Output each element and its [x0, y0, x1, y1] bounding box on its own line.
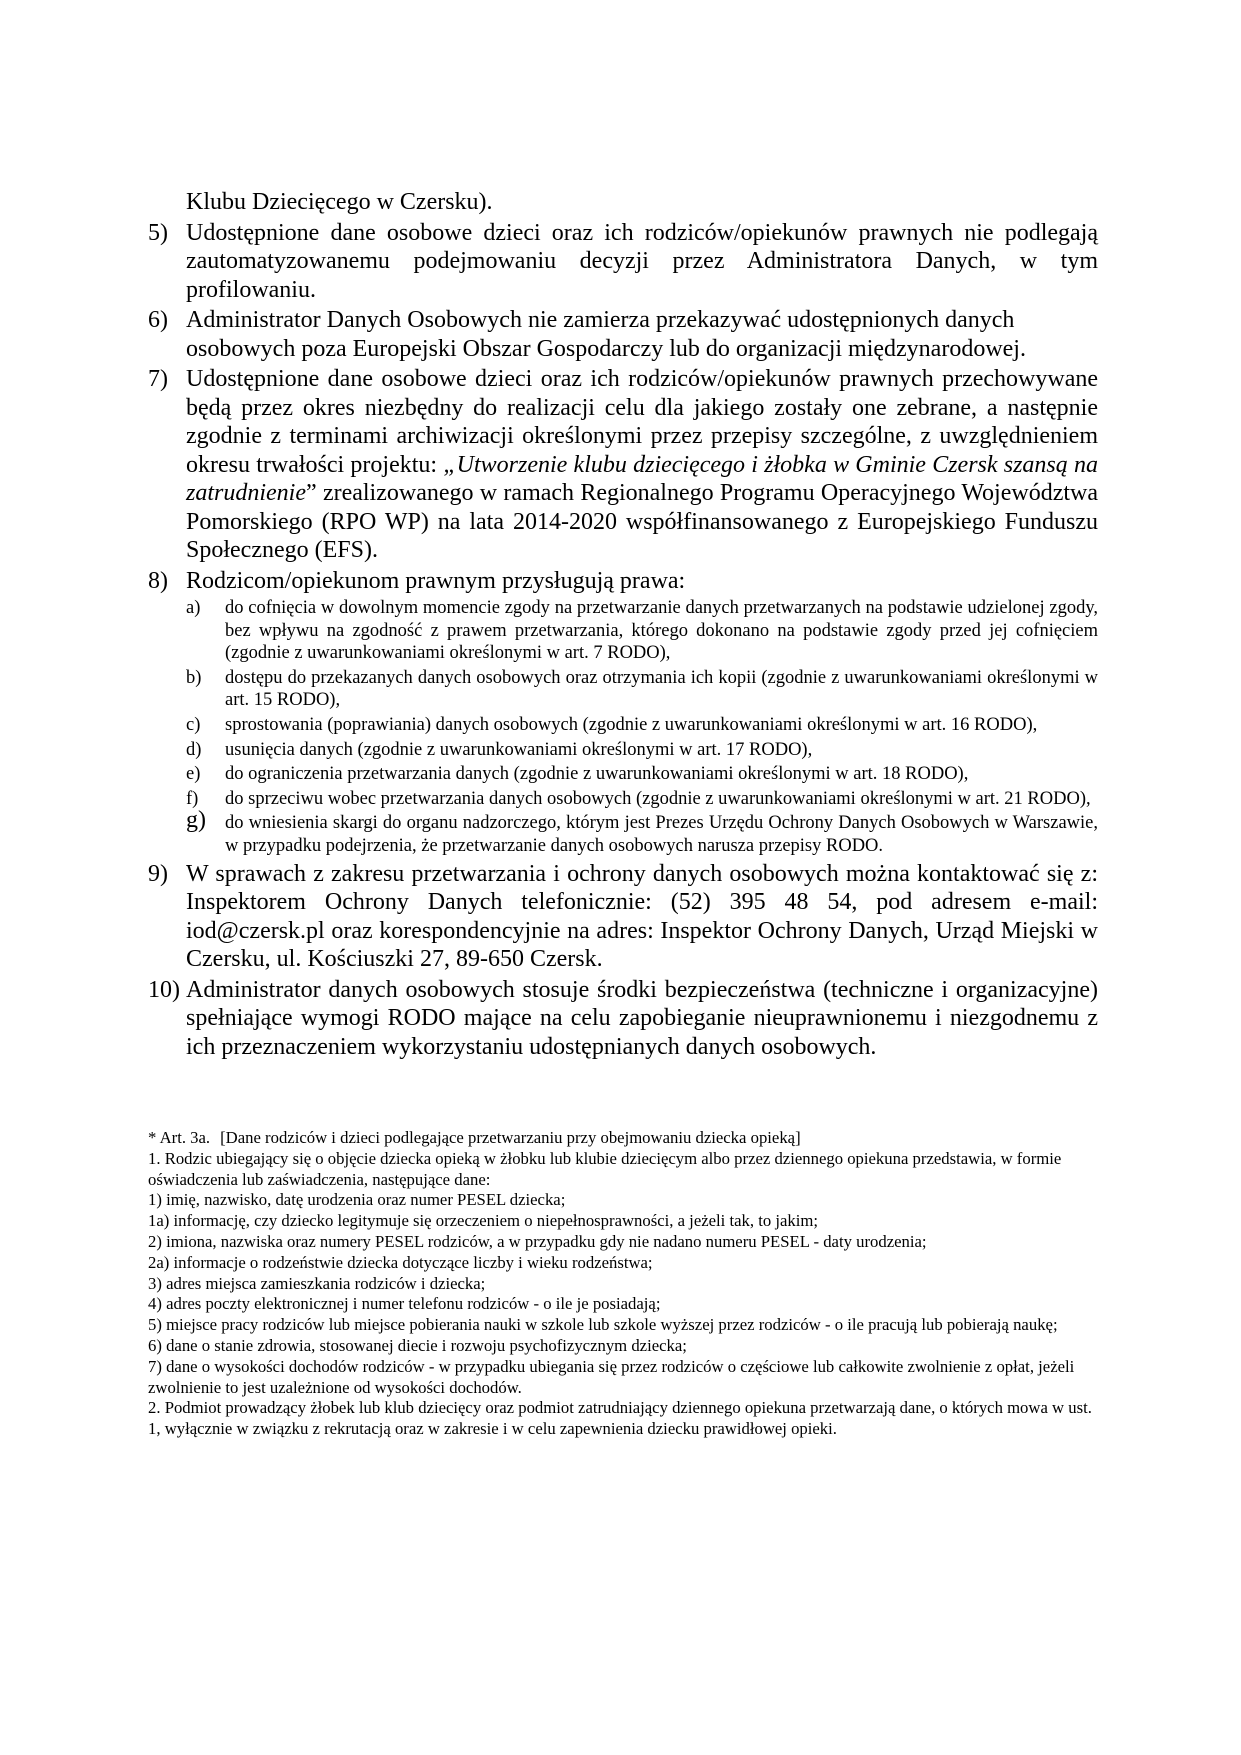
- footnote-line: 1) imię, nazwisko, datę urodzenia oraz numer PESEL dziecka;: [148, 1190, 566, 1210]
- rights-letter: a): [186, 598, 201, 618]
- footnote-title: [Dane rodziców i dzieci podlegające przetwarzaniu przy obejmowaniu dziecka opieką]: [220, 1128, 801, 1147]
- rights-item: [186, 597, 1098, 665]
- footnote-line: 7) dane o wysokości dochodów rodziców - w przypadku ubiegania się przez rodziców o częściowe lub całkowite zwolnienie z opłat, jeżeli zwolnienie to jest uzależnione od wysokości dochodów.: [148, 1356, 1075, 1397]
- rights-letter: g): [186, 807, 206, 834]
- item-text: Udostępnione dane osobowe dzieci oraz ich rodziców/opiekunów prawnych nie podlegają zautomatyzowanemu podejmowaniu decyzji przez Administratora Danych, w tym profilowaniu.: [186, 219, 1098, 303]
- rights-letter: b): [186, 667, 202, 688]
- rights-text: usunięcia danych (zgodnie z uwarunkowaniami określonymi w art. 17 RODO),: [225, 739, 813, 760]
- item-number: 7): [148, 366, 168, 392]
- footnote-header: [148, 1128, 1098, 1149]
- rights-text: do sprzeciwu wobec przetwarzania danych osobowych (zgodnie z uwarunkowaniami określonymi w art. 21 RODO),: [225, 788, 1091, 809]
- item-number: 5): [148, 219, 168, 246]
- rights-item: [186, 788, 1098, 811]
- item-text-after: ” zrealizowanego w ramach Regionalnego Programu Operacyjnego Województwa Pomorskiego (RPO WP) na lata 2014-2020 współfinansowanego z Europejskiego Funduszu Społecznego (EFS).: [186, 480, 1098, 563]
- rights-item: [186, 714, 1098, 737]
- footnote-ref: * Art. 3a.: [148, 1128, 211, 1147]
- footnote-line: 2) imiona, nazwiska oraz numery PESEL rodziców, a w przypadku gdy nie nadano numeru PESEL - daty urodzenia;: [148, 1231, 927, 1251]
- item-number: 8): [148, 567, 168, 594]
- item-text: Administrator danych osobowych stosuje środki bezpieczeństwa (techniczne i organizacyjne) spełniające wymogi RODO mające na celu zapobieganie nieuprawnionemu i niezgodnemu z ich przeznaczeniem wykorzystaniu udostępnianych danych osobowych.: [186, 976, 1098, 1060]
- list-item-8: [148, 567, 1098, 596]
- rights-item: [186, 763, 1098, 786]
- list-item-5: [148, 219, 1098, 305]
- footnote-line: 3) adres miejsca zamieszkania rodziców i dziecka;: [148, 1273, 486, 1293]
- item-text: Rodzicom/opiekunom prawnym przysługują prawa:: [186, 567, 686, 594]
- footnote-line: 5) miejsce pracy rodziców lub miejsce pobierania nauki w szkole lub szkole wyższej przez rodziców - o ile pracują lub pobierają naukę;: [148, 1315, 1058, 1335]
- item-text: Administrator Danych Osobowych nie zamierza przekazywać udostępnionych danych osobowych poza Europejski Obszar Gospodarczy lub do organizacji międzynarodowej.: [186, 307, 1026, 362]
- rights-list: [148, 597, 1098, 858]
- footnote-line: 6) dane o stanie zdrowia, stosowanej diecie i rozwoju psychofizycznym dziecka;: [148, 1335, 687, 1355]
- footnote: [148, 1128, 1098, 1440]
- rights-letter: d): [186, 739, 202, 760]
- footnote-line: 1a) informację, czy dziecko legitymuje się orzeczeniem o niepełnosprawności, a jeżeli tak, to jakim;: [148, 1211, 819, 1231]
- list-item-10: [148, 976, 1098, 1062]
- rights-item: [186, 807, 1098, 857]
- list-item-6: [148, 306, 1098, 363]
- rights-text: do cofnięcia w dowolnym momencie zgody na przetwarzanie danych przetwarzanych na podstawie udzielonej zgody, bez wpływu na zgodność z prawem przetwarzania, którego dokonano na podstawie zgody przed jej cofnięciem (zgodnie z uwarunkowaniami określonymi w art. 7 RODO),: [225, 598, 1098, 664]
- item-number: 9): [148, 860, 168, 887]
- rights-item: [186, 667, 1098, 712]
- rights-text: do ograniczenia przetwarzania danych (zgodnie z uwarunkowaniami określonymi w art. 18 RODO),: [225, 764, 969, 785]
- rights-text: dostępu do przekazanych danych osobowych oraz otrzymania ich kopii (zgodnie z uwarunkowaniami określonymi w art. 15 RODO),: [225, 667, 1098, 711]
- rights-letter: e): [186, 764, 201, 785]
- list-item-9: [148, 860, 1098, 974]
- rights-item: [186, 739, 1098, 762]
- item-text: W sprawach z zakresu przetwarzania i ochrony danych osobowych można kontaktować się z: Inspektorem Ochrony Danych telefonicznie: (52) 395 48 54, pod adresem e-mail: iod@czersk.pl oraz korespondencyjnie na adres: Inspektor Ochrony Danych, Urząd Miejski w Czersku, ul. Kościuszki 27, 89-650 Czersk.: [186, 860, 1098, 973]
- footnote-line: 4) adres poczty elektronicznej i numer telefonu rodziców - o ile je posiadają;: [148, 1294, 661, 1314]
- rights-text: do wniesienia skargi do organu nadzorczego, którym jest Prezes Urzędu Ochrony Danych Osobowych w Warszawie, w przypadku podejrzenia, że przetwarzanie danych osobowych narusza przepisy RODO.: [225, 813, 1098, 856]
- list-item-7: [148, 365, 1098, 565]
- rights-text: sprostowania (poprawiania) danych osobowych (zgodnie z uwarunkowaniami określonymi w art. 16 RODO),: [225, 714, 1038, 735]
- project-title: „Utworzenie klubu dziecięcego i żłobka w Gminie Czersk szansą na zatrudnienie: [186, 451, 1099, 506]
- item-text: Udostępnione dane osobowe dzieci oraz ich rodziców/opiekunów prawnych przechowywane będą przez okres niezbędny do realizacji celu dla jakiego zostały one zebrane, a następnie zgodnie z terminami archiwizacji określonymi przez przepisy szczególne, z uwzględnieniem okresu trwałości projektu:: [186, 366, 1098, 478]
- rights-letter: c): [186, 714, 201, 735]
- continuation-line: Klubu Dziecięcego w Czersku).: [186, 189, 493, 215]
- rights-letter: f): [186, 788, 199, 809]
- item-number: 6): [148, 307, 168, 333]
- main-list: [148, 188, 1098, 1063]
- item-number: 10): [148, 976, 180, 1003]
- footnote-line: 2a) informacje o rodzeństwie dziecka dotyczące liczby i wieku rodzeństwa;: [148, 1252, 653, 1272]
- footnote-line: 1. Rodzic ubiegający się o objęcie dziecka opieką w żłobku lub klubie dziecięcym albo przez dziennego opiekuna przedstawia, w formie oświadczenia lub zaświadczenia, następujące dane:: [148, 1148, 1062, 1189]
- footnote-line: 2. Podmiot prowadzący żłobek lub klub dziecięcy oraz podmiot zatrudniający dziennego opiekuna przetwarzają dane, o których mowa w ust. 1, wyłącznie w związku z rekrutacją oraz w zakresie i w celu zapewnienia dziecku prawidłowej opieki.: [148, 1398, 1092, 1439]
